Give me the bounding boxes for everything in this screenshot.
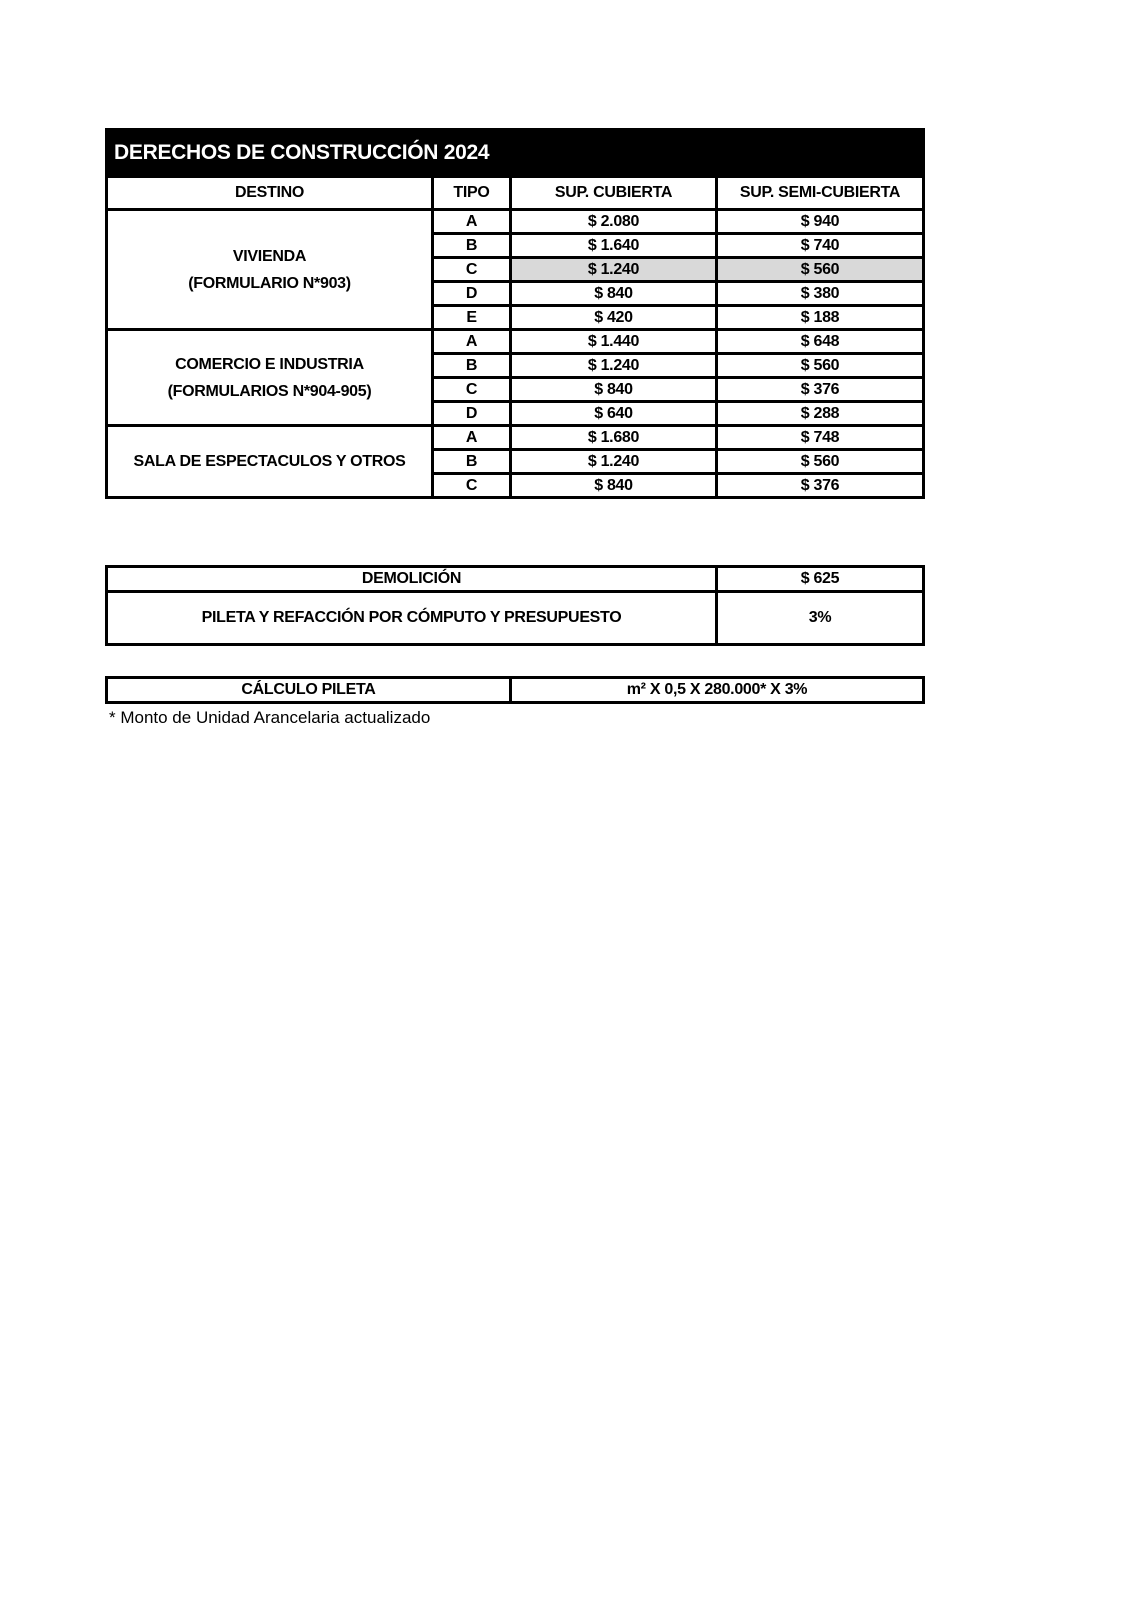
tipo-cell: B [433, 450, 511, 474]
destino-form: (FORMULARIO N*903) [188, 274, 351, 292]
semi-cell: $ 188 [717, 306, 924, 330]
semi-cell: $ 376 [717, 378, 924, 402]
semi-cell: $ 380 [717, 282, 924, 306]
cubierta-cell: $ 420 [511, 306, 717, 330]
cubierta-cell: $ 840 [511, 474, 717, 498]
cubierta-cell: $ 1.440 [511, 330, 717, 354]
destino-form: (FORMULARIOS N*904-905) [167, 382, 372, 400]
tipo-cell: A [433, 426, 511, 450]
cubierta-cell: $ 2.080 [511, 210, 717, 234]
semi-cell: $ 560 [717, 450, 924, 474]
destino-name: COMERCIO E INDUSTRIA [175, 355, 364, 373]
destino-cell [107, 426, 433, 498]
destino-name: SALA DE ESPECTACULOS Y OTROS [133, 453, 406, 470]
tipo-cell: D [433, 402, 511, 426]
semi-cell: $ 560 [717, 258, 924, 282]
destino-name: VIVIENDA [232, 247, 307, 265]
table-row [107, 567, 924, 592]
cubierta-cell: $ 1.240 [511, 258, 717, 282]
cubierta-cell: $ 1.640 [511, 234, 717, 258]
cubierta-cell: $ 1.240 [511, 354, 717, 378]
tipo-cell: A [433, 330, 511, 354]
tipo-cell: D [433, 282, 511, 306]
header-tipo: TIPO [433, 177, 511, 210]
demolicion-value: $ 625 [717, 567, 924, 592]
tipo-cell: B [433, 354, 511, 378]
cubierta-cell: $ 1.240 [511, 450, 717, 474]
pileta-label: PILETA Y REFACCIÓN POR CÓMPUTO Y PRESUPUESTO [107, 592, 717, 645]
destino-cell [107, 330, 433, 426]
table-row [107, 426, 924, 450]
table-row [107, 678, 924, 703]
cubierta-cell: $ 840 [511, 378, 717, 402]
table-body [107, 210, 924, 498]
cubierta-cell: $ 840 [511, 282, 717, 306]
semi-cell: $ 648 [717, 330, 924, 354]
cubierta-cell: $ 1.680 [511, 426, 717, 450]
construction-fees-table [105, 128, 925, 499]
calc-table [105, 676, 925, 704]
table-title: DERECHOS DE CONSTRUCCIÓN 2024 [107, 130, 924, 177]
tipo-cell: C [433, 258, 511, 282]
semi-cell: $ 376 [717, 474, 924, 498]
table-row [107, 592, 924, 645]
tipo-cell: C [433, 474, 511, 498]
calc-label: CÁLCULO PILETA [107, 678, 511, 703]
table-row [107, 210, 924, 234]
table-row [107, 330, 924, 354]
semi-cell: $ 560 [717, 354, 924, 378]
cubierta-cell: $ 640 [511, 402, 717, 426]
tipo-cell: B [433, 234, 511, 258]
tipo-cell: E [433, 306, 511, 330]
header-semi: SUP. SEMI-CUBIERTA [717, 177, 924, 210]
calc-value: m² X 0,5 X 280.000* X 3% [511, 678, 924, 703]
extras-table [105, 565, 925, 646]
destino-cell [107, 210, 433, 330]
demolicion-label: DEMOLICIÓN [107, 567, 717, 592]
semi-cell: $ 940 [717, 210, 924, 234]
semi-cell: $ 740 [717, 234, 924, 258]
header-destino: DESTINO [107, 177, 433, 210]
header-cubierta: SUP. CUBIERTA [511, 177, 717, 210]
semi-cell: $ 288 [717, 402, 924, 426]
tipo-cell: A [433, 210, 511, 234]
pileta-value: 3% [717, 592, 924, 645]
semi-cell: $ 748 [717, 426, 924, 450]
tipo-cell: C [433, 378, 511, 402]
footnote: * Monto de Unidad Arancelaria actualizado [109, 708, 431, 727]
